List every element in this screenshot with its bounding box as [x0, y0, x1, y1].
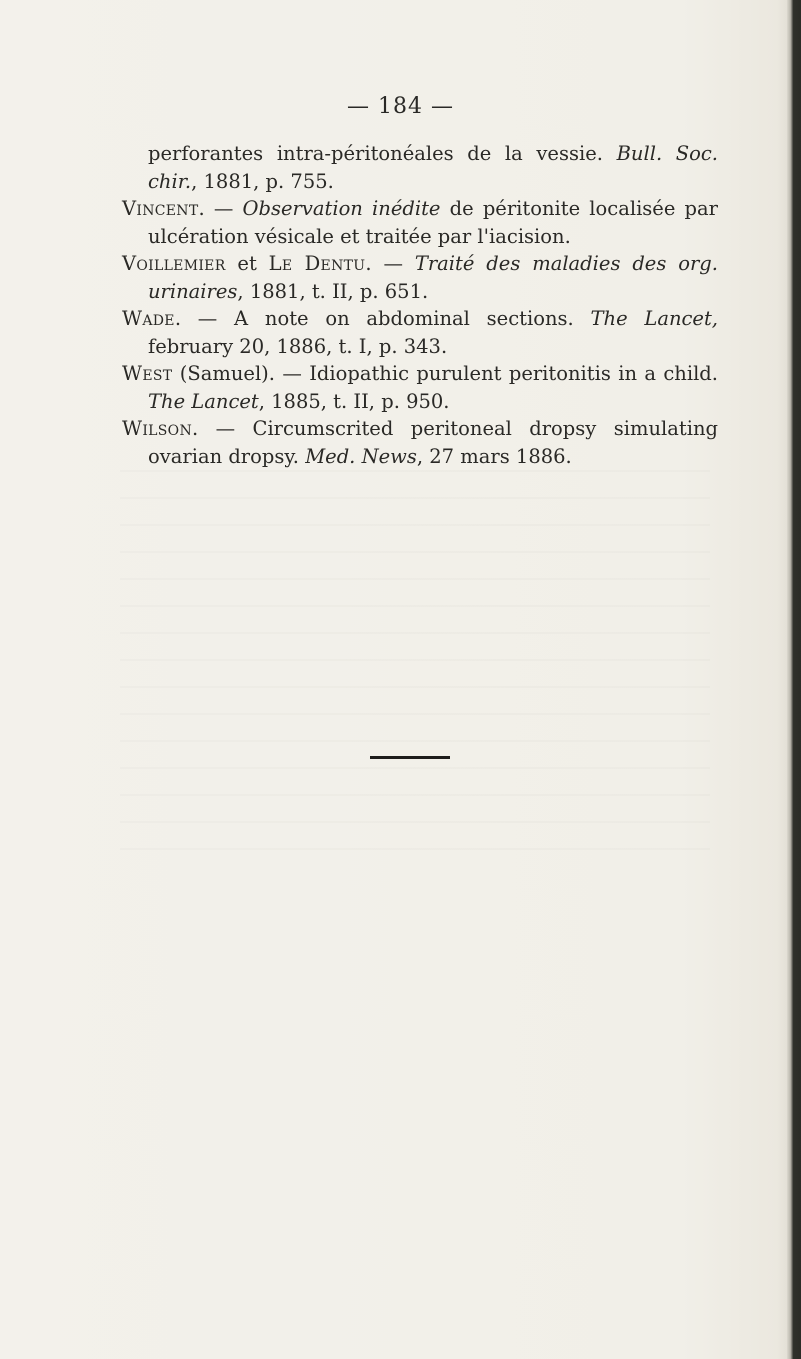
bibliography-entry-west	[122, 360, 718, 415]
bibliography-entry-voillemier	[122, 250, 718, 305]
author-name: Wilson	[122, 417, 192, 440]
bibliography-entry-wilson	[122, 415, 718, 470]
work-title: The Lancet,	[590, 307, 719, 330]
work-title: Med. News	[305, 444, 417, 468]
entry-text: perforantes intra-péritonéales de la vessie.	[148, 142, 617, 165]
author-name: West	[122, 362, 173, 385]
entry-text: , 27 mars 1886.	[416, 444, 572, 468]
bibliography-list	[122, 140, 718, 470]
section-rule	[370, 756, 450, 759]
entry-text: . —	[365, 252, 415, 275]
entry-text: february 20, 1886, t. I, p. 343.	[148, 334, 448, 358]
entry-text: , 1881, p. 755.	[191, 169, 334, 193]
author-name: Wade	[122, 307, 175, 330]
author-name: Vincent	[122, 197, 199, 220]
bibliography-entry-perforantes	[122, 140, 718, 195]
work-title: The Lancet	[148, 389, 259, 413]
show-through-texture	[120, 470, 710, 850]
page-number: — 184 —	[347, 94, 454, 119]
bibliography-entry-vincent	[122, 195, 718, 250]
entry-text: et	[225, 252, 269, 275]
entry-text: (Samuel). — Idiopathic purulent peritonitis in a child.	[172, 362, 718, 385]
author-name: Voillemier	[122, 252, 226, 275]
entry-text: , 1881, t. II, p. 651.	[237, 279, 429, 303]
work-title: Bull. Soc. chir.	[148, 142, 718, 193]
entry-text: . — A note on abdominal sections.	[174, 307, 591, 330]
entry-text: . —	[198, 197, 243, 220]
entry-text: , 1885, t. II, p. 950.	[258, 389, 450, 413]
author-name: Le Dentu	[268, 252, 366, 275]
bibliography-entry-wade	[122, 305, 718, 360]
work-title: Traité des maladies des org. urinaires	[148, 252, 718, 303]
entry-text: de péritonite localisée par ulcération vésicale et traitée par l'iacision.	[148, 197, 718, 248]
page-edge-shadow	[787, 0, 801, 1359]
entry-text: . — Circumscrited peritoneal dropsy simulating ovarian dropsy.	[148, 417, 718, 468]
work-title: Observation inédite	[242, 197, 441, 220]
